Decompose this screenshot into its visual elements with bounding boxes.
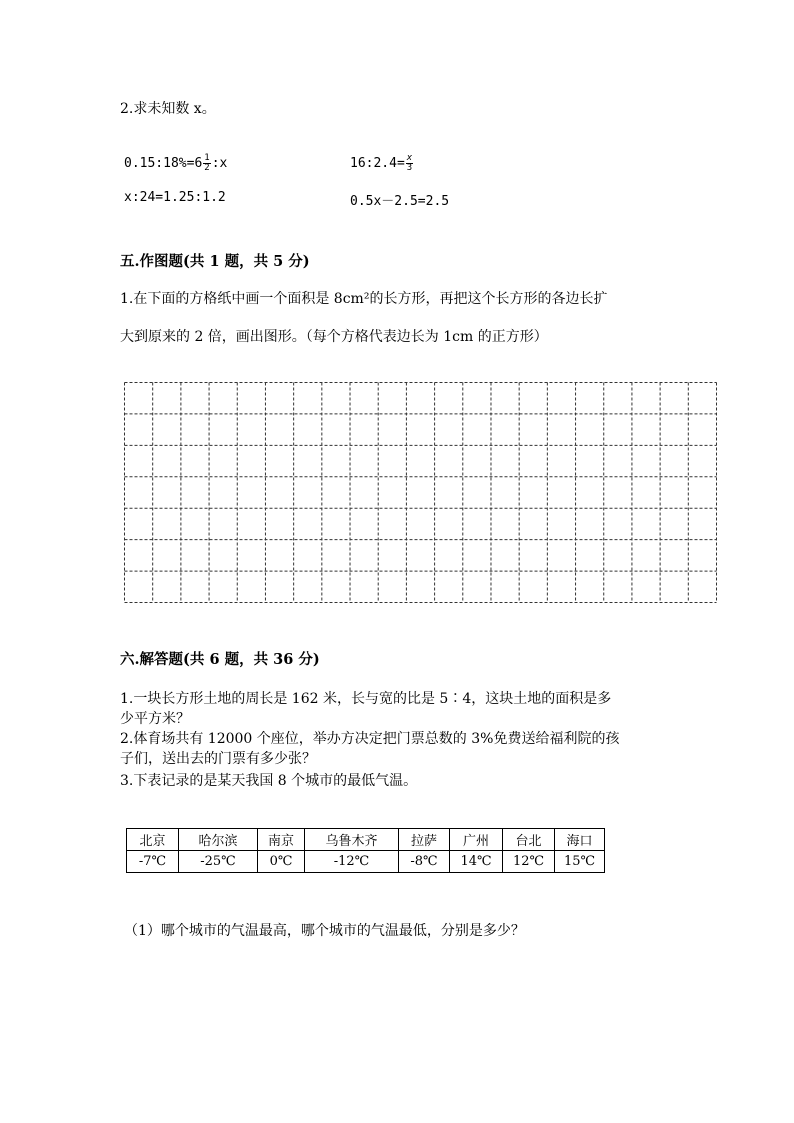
section-6-title: 六.解答题(共 6 题，共 36 分) <box>120 651 320 668</box>
city-cell: 广州 <box>450 829 503 851</box>
section-6-q3-line1: 3.下表记录的是某天我国 8 个城市的最低气温。 <box>120 773 418 789</box>
city-cell: 拉萨 <box>399 829 450 851</box>
city-cell: 海口 <box>555 829 605 851</box>
section-5-q1-line2: 大到原来的 2 倍，画出图形。（每个方格代表边长为 1cm 的正方形） <box>120 329 548 345</box>
city-cell: 乌鲁木齐 <box>305 829 399 851</box>
q2-heading: 2.求未知数 x。 <box>120 101 216 117</box>
temperature-cell: -12℃ <box>305 851 399 873</box>
equation-3: x:24=1.25:1.2 <box>124 190 226 205</box>
temperature-cell: -25℃ <box>179 851 258 873</box>
city-row <box>127 829 605 851</box>
temperature-cell: 12℃ <box>503 851 555 873</box>
city-cell: 台北 <box>503 829 555 851</box>
temperature-cell: 0℃ <box>258 851 305 873</box>
section-5-title: 五.作图题(共 1 题，共 5 分) <box>120 253 310 270</box>
fraction-one-half: $\frac{1}{2}$ <box>204 153 210 173</box>
equation-1-left: 0.15:18%=6 <box>124 156 203 171</box>
section-6-q3-sub1: （1）哪个城市的气温最高，哪个城市的气温最低，分别是多少？ <box>124 923 525 939</box>
equation-2-left: 16:2.4= <box>350 156 405 171</box>
city-cell: 哈尔滨 <box>179 829 258 851</box>
city-cell: 南京 <box>258 829 305 851</box>
temperature-table <box>126 828 605 873</box>
section-6-q2-line2: 子们，送出去的门票有多少张？ <box>120 751 316 767</box>
equation-1-right: :x <box>211 156 228 171</box>
equation-2 <box>350 154 414 173</box>
fraction-x-over-3: $\frac{x}{3}$ <box>406 153 413 173</box>
temperature-cell: -8℃ <box>399 851 450 873</box>
equation-4: 0.5x－2.5=2.5 <box>350 194 450 209</box>
equation-1 <box>124 154 227 173</box>
section-6-q1-line2: 少平方米？ <box>120 711 190 727</box>
section-6-q1-line1: 1.一块长方形土地的周长是 162 米，长与宽的比是 5∶4，这块土地的面积是多 <box>120 691 612 707</box>
temperature-cell: 14℃ <box>450 851 503 873</box>
square-grid-paper[interactable] <box>124 382 717 603</box>
temperature-row <box>127 851 605 873</box>
temperature-cell: 15℃ <box>555 851 605 873</box>
city-cell: 北京 <box>127 829 179 851</box>
temperature-cell: -7℃ <box>127 851 179 873</box>
section-6-q2-line1: 2.体育场共有 12000 个座位，举办方决定把门票总数的 3%免费送给福利院的孩 <box>120 731 620 747</box>
section-5-q1-line1: 1.在下面的方格纸中画一个面积是 8cm²的长方形，再把这个长方形的各边长扩 <box>120 291 608 307</box>
